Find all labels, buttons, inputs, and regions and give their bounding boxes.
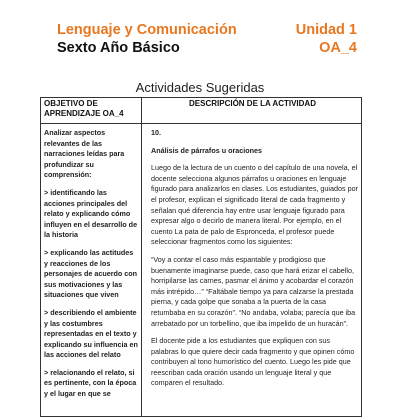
objective-item: > describiendo el ambiente y las costumbres representadas en el texto y explicando su influencia en las acciones del relato xyxy=(44,307,138,360)
activity-paragraph: El docente pide a los estudiantes que expliquen con sus palabras lo que quiere decir cada fragmento y que opinen cómo contribuyen al tono humorístico del cuento. Luego les pide que reescriban cada oración usando un lenguaje literal y que comparen el resultado. xyxy=(151,336,355,388)
activity-paragraph: Luego de la lectura de un cuento o del capítulo de una novela, el docente selecciona algunos párrafos u oraciones en lenguaje figurado para analizarlos en clases. Los estudiantes, guiados por el profesor, explican el significado literal de cada fragmento y señalan qué diferencia hay entre usar lenguaje figurado para expresar algo o decirlo de manera literal. Por ejemplo, en el cuento La pata de palo de Espronceda, el profesor puede seleccionar fragmentos como los siguientes: xyxy=(151,163,358,247)
subject-title: Lenguaje y Comunicación xyxy=(57,22,237,38)
objective-item: > identificando las acciones principales del relato y explicando cómo influyen en el desarrollo de la historia xyxy=(44,187,138,240)
section-title: Actividades Sugeridas xyxy=(135,80,265,95)
column-divider xyxy=(141,98,142,416)
objective-item: > relacionando el relato, si es pertinente, con la época y el lugar en que se xyxy=(44,367,137,399)
header-divider xyxy=(41,123,361,124)
unit-label: Unidad 1 xyxy=(295,22,357,38)
activity-column-header: DESCRIPCIÓN DE LA ACTIVIDAD xyxy=(189,99,316,108)
oa-label: OA_4 xyxy=(319,40,357,56)
objective-intro: Analizar aspectos relevantes de las narraciones leídas para profundizar su comprensión: xyxy=(44,128,125,180)
grade-title: Sexto Año Básico xyxy=(57,40,180,56)
objective-cell xyxy=(44,128,139,407)
activities-table xyxy=(40,97,362,417)
objective-column-header: OBJETIVO DE APRENDIZAJE OA_4 xyxy=(44,99,124,118)
activity-number: 10. xyxy=(151,128,161,137)
activity-cell xyxy=(151,128,359,396)
activity-title: Análisis de párrafos u oraciones xyxy=(151,145,263,155)
activity-paragraph: “Voy a contar el caso más espantable y prodigioso que buenamente imaginarse puede, caso que hará erizar el cabello, horripilarse las carnes, pasmar el ánimo y acobardar el corazón más intrépido…” “Faltábale tiempo ya para calzarse la prestada pierna, y cada golpe que sonaba a la puerta de la casa retumbaba en su corazón”. “No andaba, volaba; parecía que iba arrebatado por un torbellino, que iba impelido de un huracán”. xyxy=(151,254,356,328)
objective-item: > explicando las actitudes y reacciones de los personajes de acuerdo con sus motivaciones y las situaciones que viven xyxy=(44,247,138,300)
